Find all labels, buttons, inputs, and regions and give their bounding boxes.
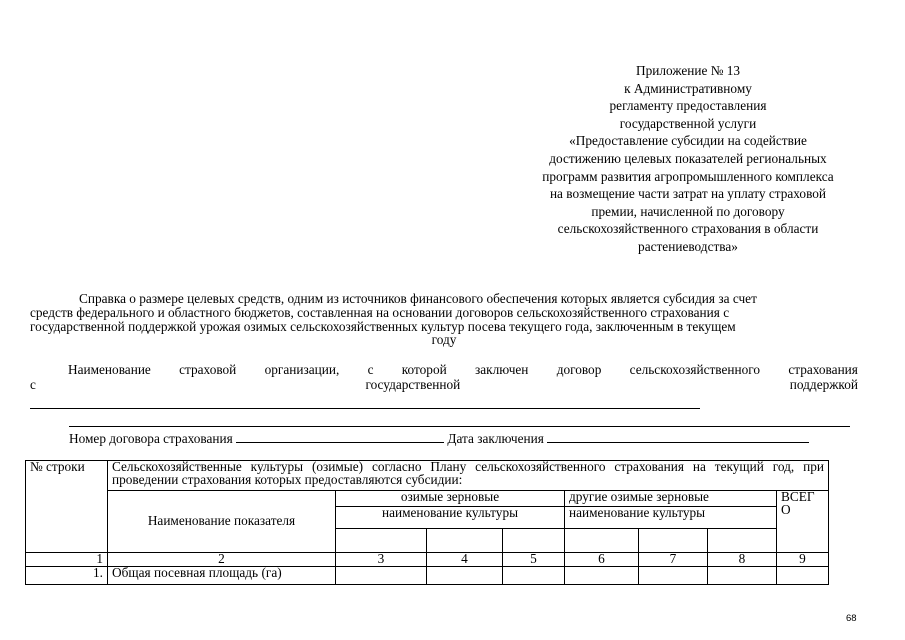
insurer-name-blank-line-2[interactable]	[69, 426, 850, 427]
appendix-line: регламенту предоставления	[609, 98, 767, 114]
value-cell[interactable]	[777, 567, 829, 585]
column-number: 9	[777, 553, 829, 567]
crop-cell[interactable]	[708, 529, 777, 553]
insurer-word: Наименование	[68, 362, 151, 377]
indicator-name-header: Наименование показателя	[108, 491, 336, 553]
contract-number-label: Номер договора страхования	[69, 431, 233, 446]
insurer-word: договор	[556, 362, 602, 377]
appendix-line: к Административному	[624, 80, 752, 96]
insurer-word: которой	[401, 362, 447, 377]
contract-date-label: Дата заключения	[447, 431, 544, 446]
title-line-3: государственной поддержкой урожая озимых сельскохозяйственных культур посева текущего года, заключенным в текущем	[30, 318, 736, 334]
insurer-word: с	[30, 377, 36, 392]
insurer-name-label	[30, 362, 858, 392]
insurer-name-blank-line[interactable]	[30, 408, 700, 409]
title-line-4: году	[431, 332, 457, 348]
insurer-word: заключен	[475, 362, 529, 377]
document-title	[30, 292, 858, 347]
insurer-word: поддержкой	[789, 377, 858, 392]
crop-cell[interactable]	[639, 529, 708, 553]
row-number: 1.	[26, 567, 108, 585]
column-number: 4	[427, 553, 503, 567]
crop-cell[interactable]	[427, 529, 503, 553]
page-number: 68	[846, 613, 857, 624]
column-number: 8	[708, 553, 777, 567]
winter-grain-header: озимые зерновые	[336, 491, 565, 507]
appendix-line: растениеводства»	[638, 238, 738, 254]
value-cell[interactable]	[503, 567, 565, 585]
title-line-1: Справка о размере целевых средств, одним из источников финансового обеспечения которых является субсидия за счет	[79, 291, 757, 306]
value-cell[interactable]	[565, 567, 639, 585]
column-number: 5	[503, 553, 565, 567]
crop-name-header-2: наименование культуры	[565, 507, 777, 529]
insurer-word: сельскохозяйственного	[629, 362, 761, 377]
appendix-line: премии, начисленной по договору	[591, 203, 785, 219]
insurer-word: страхования	[788, 362, 858, 377]
column-number: 2	[108, 553, 336, 567]
total-header: ВСЕГО	[777, 491, 829, 553]
appendix-line: сельскохозяйственного страхования в области	[557, 221, 819, 237]
crop-name-header: наименование культуры	[336, 507, 565, 529]
crop-cell[interactable]	[565, 529, 639, 553]
appendix-line: на возмещение части затрат на уплату страховой	[549, 186, 827, 202]
value-cell[interactable]	[336, 567, 427, 585]
appendix-line: Приложение № 13	[636, 63, 740, 78]
row-indicator-name: Общая посевная площадь (га)	[108, 567, 336, 585]
appendix-line: достижению целевых показателей региональных	[549, 150, 827, 166]
crop-cell[interactable]	[336, 529, 427, 553]
insurer-word: организации,	[264, 362, 340, 377]
appendix-header	[520, 62, 856, 256]
title-line-2: средств федерального и областного бюджетов, составленная на основании договоров сельскохозяйственного страхования с	[30, 304, 730, 320]
contract-info-line	[69, 430, 809, 447]
appendix-line: государственной услуги	[619, 115, 757, 131]
column-number: 7	[639, 553, 708, 567]
value-cell[interactable]	[639, 567, 708, 585]
column-number: 3	[336, 553, 427, 567]
insurer-word: с	[367, 362, 374, 377]
table-row	[26, 567, 829, 585]
row-number-header: № строки	[26, 461, 108, 553]
insurer-word: государственной	[365, 377, 461, 392]
column-number: 6	[565, 553, 639, 567]
contract-number-field[interactable]	[236, 430, 444, 443]
appendix-line: программ развития агропромышленного комплекса	[542, 168, 834, 184]
contract-date-field[interactable]	[547, 430, 809, 443]
crops-header: Сельскохозяйственные культуры (озимые) согласно Плану сельскохозяйственного страхования на текущий год, при проведении страхования которых предоставляются субсидии:	[108, 461, 829, 491]
value-cell[interactable]	[708, 567, 777, 585]
insurer-word: страховой	[179, 362, 237, 377]
subsidy-table	[25, 460, 829, 585]
appendix-line: «Предоставление субсидии на содействие	[569, 133, 807, 149]
column-number: 1	[26, 553, 108, 567]
value-cell[interactable]	[427, 567, 503, 585]
crop-cell[interactable]	[503, 529, 565, 553]
other-winter-header: другие озимые зерновые	[565, 491, 777, 507]
